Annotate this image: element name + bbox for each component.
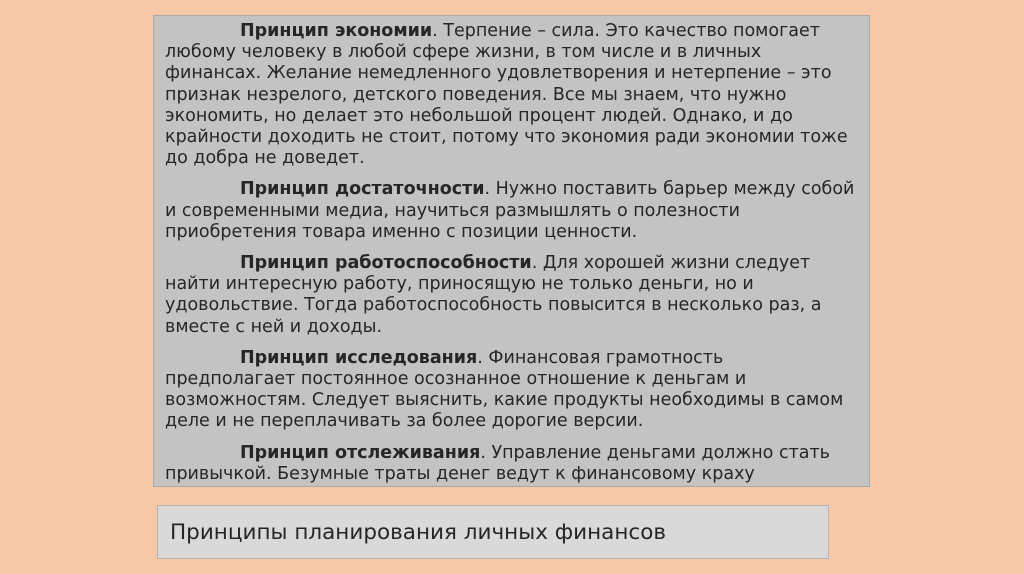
principle-sufficiency	[165, 179, 858, 243]
principle-text: . Финансовая грамотность предполагает постоянное осознанное отношение к деньгам и возможностям. Следует выяснить, какие продукты необходимы в самом деле и не переплачивать за более дорогие версии.	[165, 347, 844, 432]
principle-heading: Принцип исследования	[240, 347, 478, 368]
principle-tracking	[165, 443, 858, 485]
principle-research	[165, 348, 858, 433]
principle-text: . Нужно поставить барьер между собой и современными медиа, научиться размышлять о полезности приобретения товара именно с позиции ценности.	[165, 179, 855, 242]
principle-heading: Принцип экономии	[240, 21, 433, 41]
slide-title-box	[157, 505, 829, 559]
principle-text: . Терпение – сила. Это качество помогает любому человеку в любой сфере жизни, в том числе и в личных финансах. Желание немедленного удовлетворения и нетерпение – это признак незрелого, детского поведения. Все мы знаем, что нужно экономить, но делает это небольшой процент людей. Однако, и до крайности доходить не стоит, потому что экономия ради экономии тоже до добра не доведет.	[165, 21, 848, 169]
principle-heading: Принцип достаточности	[240, 179, 485, 200]
slide-title: Принципы планирования личных финансов	[170, 519, 667, 545]
principle-text: . Управление деньгами должно стать привычкой. Безумные траты денег ведут к финансовому краху	[165, 442, 830, 484]
principle-economy	[165, 21, 858, 169]
principle-heading: Принцип работоспособности	[240, 253, 532, 274]
principle-heading: Принцип отслеживания	[240, 442, 481, 463]
principle-text: . Для хорошей жизни следует найти интересную работу, приносящую не только деньги, но и удовольствие. Тогда работоспособность повысится в несколько раз, а вместе с ней и доходы.	[165, 253, 822, 337]
principle-efficiency	[165, 253, 858, 338]
principles-text-box	[153, 15, 870, 487]
